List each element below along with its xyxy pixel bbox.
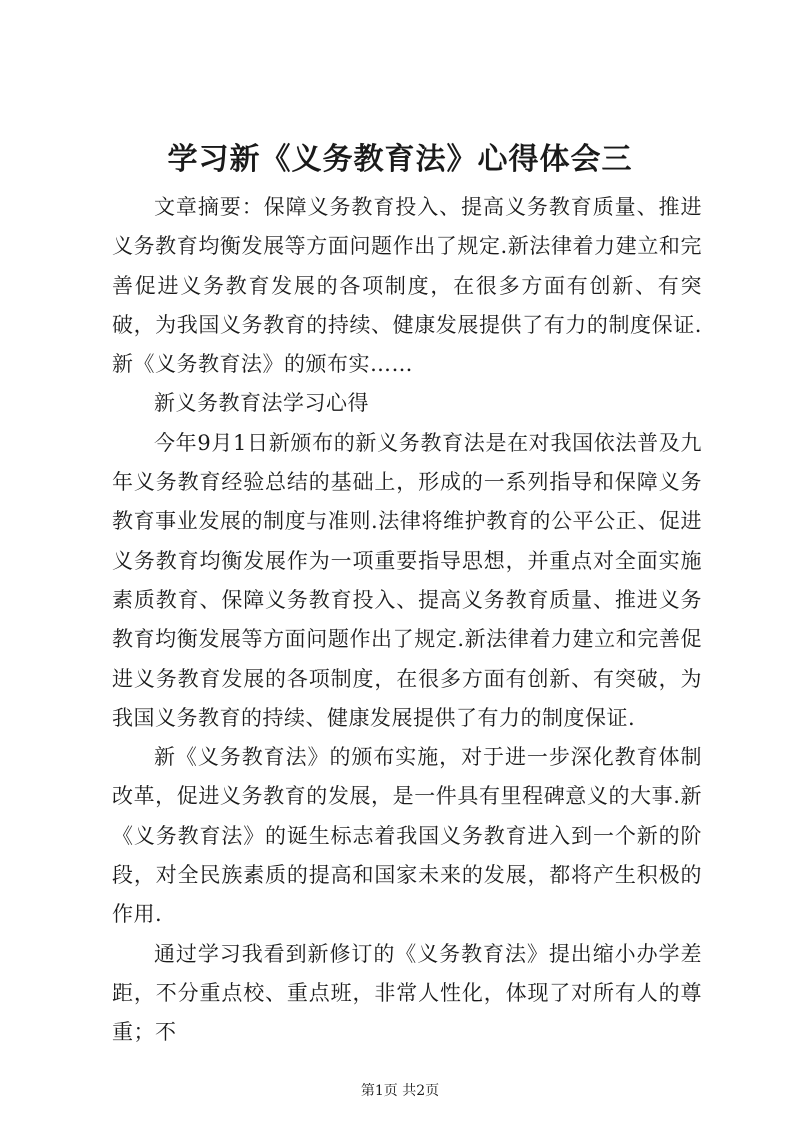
body-paragraph-2: 新《义务教育法》的颁布实施，对于进一步深化教育体制改革，促进义务教育的发展，是一件具有里程碑意义的大事.新《义务教育法》的诞生标志着我国义务教育进入到一个新的阶段，对全民族素质的提高和国家未来的发展，都将产生积极的作用.: [112, 745, 702, 927]
body-paragraph-1: 今年9月1日新颁布的新义务教育法是在对我国依法普及九年义务教育经验总结的基础上，形成的一系列指导和保障义务教育事业发展的制度与准则.法律将维护教育的公平公正、促进义务教育均衡发展作为一项重要指导思想，并重点对全面实施素质教育、保障义务教育投入、提高义务教育质量、推进义务教育均衡发展等方面问题作出了规定.新法律着力建立和完善促进义务教育发展的各项制度，在很多方面有创新、有突破，为我国义务教育的持续、健康发展提供了有力的制度保证.: [112, 430, 702, 730]
document-body: [112, 188, 702, 1053]
abstract-paragraph: 文章摘要：保障义务教育投入、提高义务教育质量、推进义务教育均衡发展等方面问题作出了规定.新法律着力建立和完善促进义务教育发展的各项制度，在很多方面有创新、有突破，为我国义务教育的持续、健康发展提供了有力的制度保证.新《义务教育法》的颁布实……: [112, 195, 702, 377]
body-paragraph-3: 通过学习我看到新修订的《义务教育法》提出缩小办学差距，不分重点校、重点班，非常人性化，体现了对所有人的尊重；不: [112, 941, 702, 1045]
page-number-footer: 第1页 共2页: [360, 1083, 440, 1099]
section-heading: 新义务教育法学习心得: [154, 391, 369, 416]
document-title: 学习新《义务教育法》心得体会三: [167, 142, 633, 177]
